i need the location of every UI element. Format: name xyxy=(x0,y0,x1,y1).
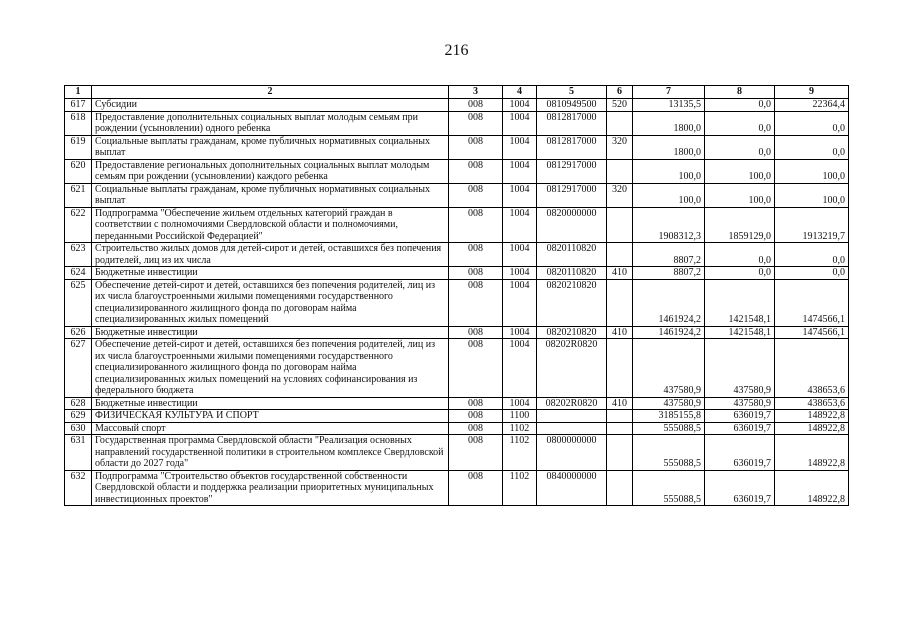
row-number-cell: 629 xyxy=(65,410,92,423)
row-number-cell: 617 xyxy=(65,99,92,112)
target-article-cell: 0800000000 xyxy=(537,435,607,471)
row-number-cell: 626 xyxy=(65,326,92,339)
department-code-cell: 008 xyxy=(449,470,503,506)
target-article-cell xyxy=(537,422,607,435)
target-article-cell xyxy=(537,410,607,423)
row-number-cell: 619 xyxy=(65,135,92,159)
amount-year3-cell: 0,0 xyxy=(775,267,849,280)
amount-year3-cell: 438653,6 xyxy=(775,397,849,410)
department-code-cell: 008 xyxy=(449,397,503,410)
department-code-cell: 008 xyxy=(449,135,503,159)
target-article-cell: 0820000000 xyxy=(537,207,607,243)
amount-year2-cell: 0,0 xyxy=(705,267,775,280)
section-code-cell: 1004 xyxy=(503,267,537,280)
row-number-cell: 624 xyxy=(65,267,92,280)
amount-year3-cell: 148922,8 xyxy=(775,410,849,423)
section-code-cell: 1102 xyxy=(503,470,537,506)
row-name-cell: Обеспечение детей-сирот и детей, оставшихся без попечения родителей, лиц из их числа благоустроенными жилыми помещениями государственного специализированного жилищного фонда по договорам найма специализированных жилых помещений xyxy=(92,279,449,326)
amount-year3-cell: 0,0 xyxy=(775,111,849,135)
section-code-cell: 1004 xyxy=(503,326,537,339)
row-name-cell: Бюджетные инвестиции xyxy=(92,326,449,339)
row-number-cell: 630 xyxy=(65,422,92,435)
row-name-cell: Предоставление дополнительных социальных выплат молодым семьям при рождении (усыновлении) одного ребенка xyxy=(92,111,449,135)
department-code-cell: 008 xyxy=(449,99,503,112)
col-header-5: 5 xyxy=(537,86,607,99)
amount-year3-cell: 1913219,7 xyxy=(775,207,849,243)
row-number-cell: 625 xyxy=(65,279,92,326)
amount-year2-cell: 636019,7 xyxy=(705,470,775,506)
row-name-cell: Бюджетные инвестиции xyxy=(92,397,449,410)
amount-year3-cell: 0,0 xyxy=(775,135,849,159)
amount-year3-cell: 100,0 xyxy=(775,183,849,207)
table-row xyxy=(65,111,849,135)
table-row xyxy=(65,422,849,435)
col-header-4: 4 xyxy=(503,86,537,99)
section-code-cell: 1004 xyxy=(503,183,537,207)
row-name-cell: Обеспечение детей-сирот и детей, оставшихся без попечения родителей, лиц из их числа благоустроенными жилыми помещениями государственного специализированного жилищного фонда по договорам найма специализированных жилых помещений на условиях софинансирования из федерального бюджета xyxy=(92,339,449,398)
row-number-cell: 632 xyxy=(65,470,92,506)
target-article-cell: 08202R0820 xyxy=(537,339,607,398)
amount-year1-cell: 1461924,2 xyxy=(633,279,705,326)
target-article-cell: 0820210820 xyxy=(537,326,607,339)
section-code-cell: 1004 xyxy=(503,339,537,398)
target-article-cell: 0812817000 xyxy=(537,135,607,159)
expense-type-cell: 520 xyxy=(607,99,633,112)
section-code-cell: 1004 xyxy=(503,135,537,159)
col-header-9: 9 xyxy=(775,86,849,99)
amount-year1-cell: 1800,0 xyxy=(633,135,705,159)
department-code-cell: 008 xyxy=(449,339,503,398)
row-name-cell: Социальные выплаты гражданам, кроме публичных нормативных социальных выплат xyxy=(92,135,449,159)
table-row xyxy=(65,470,849,506)
amount-year2-cell: 1421548,1 xyxy=(705,326,775,339)
row-name-cell: Строительство жилых домов для детей-сирот и детей, оставшихся без попечения родителей, лиц из их числа xyxy=(92,243,449,267)
amount-year2-cell: 636019,7 xyxy=(705,410,775,423)
section-code-cell: 1004 xyxy=(503,397,537,410)
row-number-cell: 618 xyxy=(65,111,92,135)
amount-year2-cell: 1859129,0 xyxy=(705,207,775,243)
row-name-cell: Социальные выплаты гражданам, кроме публичных нормативных социальных выплат xyxy=(92,183,449,207)
expense-type-cell: 320 xyxy=(607,135,633,159)
amount-year1-cell: 8807,2 xyxy=(633,243,705,267)
amount-year2-cell: 437580,9 xyxy=(705,339,775,398)
amount-year1-cell: 3185155,8 xyxy=(633,410,705,423)
amount-year1-cell: 555088,5 xyxy=(633,470,705,506)
table-row xyxy=(65,135,849,159)
amount-year2-cell: 0,0 xyxy=(705,99,775,112)
expense-type-cell xyxy=(607,279,633,326)
section-code-cell: 1004 xyxy=(503,111,537,135)
department-code-cell: 008 xyxy=(449,159,503,183)
amount-year1-cell: 1461924,2 xyxy=(633,326,705,339)
department-code-cell: 008 xyxy=(449,326,503,339)
table-row xyxy=(65,339,849,398)
department-code-cell: 008 xyxy=(449,111,503,135)
department-code-cell: 008 xyxy=(449,207,503,243)
target-article-cell: 0820110820 xyxy=(537,267,607,280)
expense-type-cell xyxy=(607,470,633,506)
budget-table xyxy=(64,85,849,506)
row-name-cell: Предоставление региональных дополнительных социальных выплат молодым семьям при рождении (усыновлении) каждого ребенка xyxy=(92,159,449,183)
target-article-cell: 0810949500 xyxy=(537,99,607,112)
page-number: 216 xyxy=(444,42,469,59)
section-code-cell: 1004 xyxy=(503,243,537,267)
expense-type-cell xyxy=(607,339,633,398)
amount-year1-cell: 13135,5 xyxy=(633,99,705,112)
amount-year1-cell: 437580,9 xyxy=(633,397,705,410)
department-code-cell: 008 xyxy=(449,183,503,207)
budget-table-body xyxy=(65,99,849,506)
section-code-cell: 1004 xyxy=(503,99,537,112)
col-header-3: 3 xyxy=(449,86,503,99)
table-row xyxy=(65,99,849,112)
row-name-cell: Бюджетные инвестиции xyxy=(92,267,449,280)
expense-type-cell xyxy=(607,207,633,243)
row-number-cell: 631 xyxy=(65,435,92,471)
expense-type-cell xyxy=(607,243,633,267)
row-name-cell: Массовый спорт xyxy=(92,422,449,435)
row-number-cell: 628 xyxy=(65,397,92,410)
amount-year1-cell: 1908312,3 xyxy=(633,207,705,243)
amount-year1-cell: 437580,9 xyxy=(633,339,705,398)
amount-year1-cell: 100,0 xyxy=(633,159,705,183)
row-name-cell: Государственная программа Свердловской области "Реализация основных направлений государственной политики в строительном комплексе Свердловской области до 2027 года" xyxy=(92,435,449,471)
amount-year1-cell: 1800,0 xyxy=(633,111,705,135)
table-row xyxy=(65,267,849,280)
amount-year1-cell: 8807,2 xyxy=(633,267,705,280)
section-code-cell: 1102 xyxy=(503,435,537,471)
amount-year3-cell: 148922,8 xyxy=(775,422,849,435)
row-name-cell: Субсидии xyxy=(92,99,449,112)
table-row xyxy=(65,159,849,183)
amount-year1-cell: 555088,5 xyxy=(633,435,705,471)
amount-year3-cell: 1474566,1 xyxy=(775,326,849,339)
row-number-cell: 622 xyxy=(65,207,92,243)
department-code-cell: 008 xyxy=(449,267,503,280)
col-header-6: 6 xyxy=(607,86,633,99)
col-header-8: 8 xyxy=(705,86,775,99)
expense-type-cell: 320 xyxy=(607,183,633,207)
department-code-cell: 008 xyxy=(449,243,503,267)
section-code-cell: 1100 xyxy=(503,410,537,423)
row-number-cell: 620 xyxy=(65,159,92,183)
col-header-1: 1 xyxy=(65,86,92,99)
target-article-cell: 0812917000 xyxy=(537,159,607,183)
section-code-cell: 1004 xyxy=(503,159,537,183)
table-row xyxy=(65,243,849,267)
target-article-cell: 0820110820 xyxy=(537,243,607,267)
amount-year1-cell: 555088,5 xyxy=(633,422,705,435)
target-article-cell: 08202R0820 xyxy=(537,397,607,410)
section-code-cell: 1004 xyxy=(503,279,537,326)
amount-year2-cell: 0,0 xyxy=(705,243,775,267)
row-number-cell: 627 xyxy=(65,339,92,398)
target-article-cell: 0840000000 xyxy=(537,470,607,506)
amount-year3-cell: 0,0 xyxy=(775,243,849,267)
amount-year2-cell: 636019,7 xyxy=(705,422,775,435)
row-number-cell: 623 xyxy=(65,243,92,267)
department-code-cell: 008 xyxy=(449,279,503,326)
col-header-2: 2 xyxy=(92,86,449,99)
amount-year3-cell: 100,0 xyxy=(775,159,849,183)
table-row xyxy=(65,410,849,423)
expense-type-cell: 410 xyxy=(607,397,633,410)
row-name-cell: Подпрограмма "Обеспечение жильем отдельных категорий граждан в соответствии с полномочиями Свердловской области и полномочиями, переданными Российской Федерацией" xyxy=(92,207,449,243)
amount-year2-cell: 0,0 xyxy=(705,111,775,135)
amount-year2-cell: 100,0 xyxy=(705,183,775,207)
amount-year3-cell: 1474566,1 xyxy=(775,279,849,326)
amount-year2-cell: 100,0 xyxy=(705,159,775,183)
row-name-cell: Подпрограмма "Строительство объектов государственной собственности Свердловской области и поддержка реализации приоритетных муниципальных инвестиционных проектов" xyxy=(92,470,449,506)
table-row xyxy=(65,279,849,326)
target-article-cell: 0812817000 xyxy=(537,111,607,135)
table-row xyxy=(65,435,849,471)
amount-year1-cell: 100,0 xyxy=(633,183,705,207)
header-row xyxy=(65,86,849,99)
amount-year2-cell: 636019,7 xyxy=(705,435,775,471)
row-number-cell: 621 xyxy=(65,183,92,207)
section-code-cell: 1102 xyxy=(503,422,537,435)
expense-type-cell xyxy=(607,410,633,423)
target-article-cell: 0812917000 xyxy=(537,183,607,207)
amount-year3-cell: 148922,8 xyxy=(775,470,849,506)
department-code-cell: 008 xyxy=(449,435,503,471)
table-row xyxy=(65,183,849,207)
amount-year3-cell: 438653,6 xyxy=(775,339,849,398)
table-row xyxy=(65,397,849,410)
amount-year2-cell: 0,0 xyxy=(705,135,775,159)
table-row xyxy=(65,326,849,339)
expense-type-cell: 410 xyxy=(607,267,633,280)
department-code-cell: 008 xyxy=(449,422,503,435)
col-header-7: 7 xyxy=(633,86,705,99)
amount-year2-cell: 437580,9 xyxy=(705,397,775,410)
expense-type-cell xyxy=(607,422,633,435)
expense-type-cell xyxy=(607,435,633,471)
expense-type-cell xyxy=(607,111,633,135)
amount-year3-cell: 22364,4 xyxy=(775,99,849,112)
target-article-cell: 0820210820 xyxy=(537,279,607,326)
expense-type-cell: 410 xyxy=(607,326,633,339)
department-code-cell: 008 xyxy=(449,410,503,423)
expense-type-cell xyxy=(607,159,633,183)
section-code-cell: 1004 xyxy=(503,207,537,243)
amount-year2-cell: 1421548,1 xyxy=(705,279,775,326)
table-row xyxy=(65,207,849,243)
amount-year3-cell: 148922,8 xyxy=(775,435,849,471)
row-name-cell: ФИЗИЧЕСКАЯ КУЛЬТУРА И СПОРТ xyxy=(92,410,449,423)
